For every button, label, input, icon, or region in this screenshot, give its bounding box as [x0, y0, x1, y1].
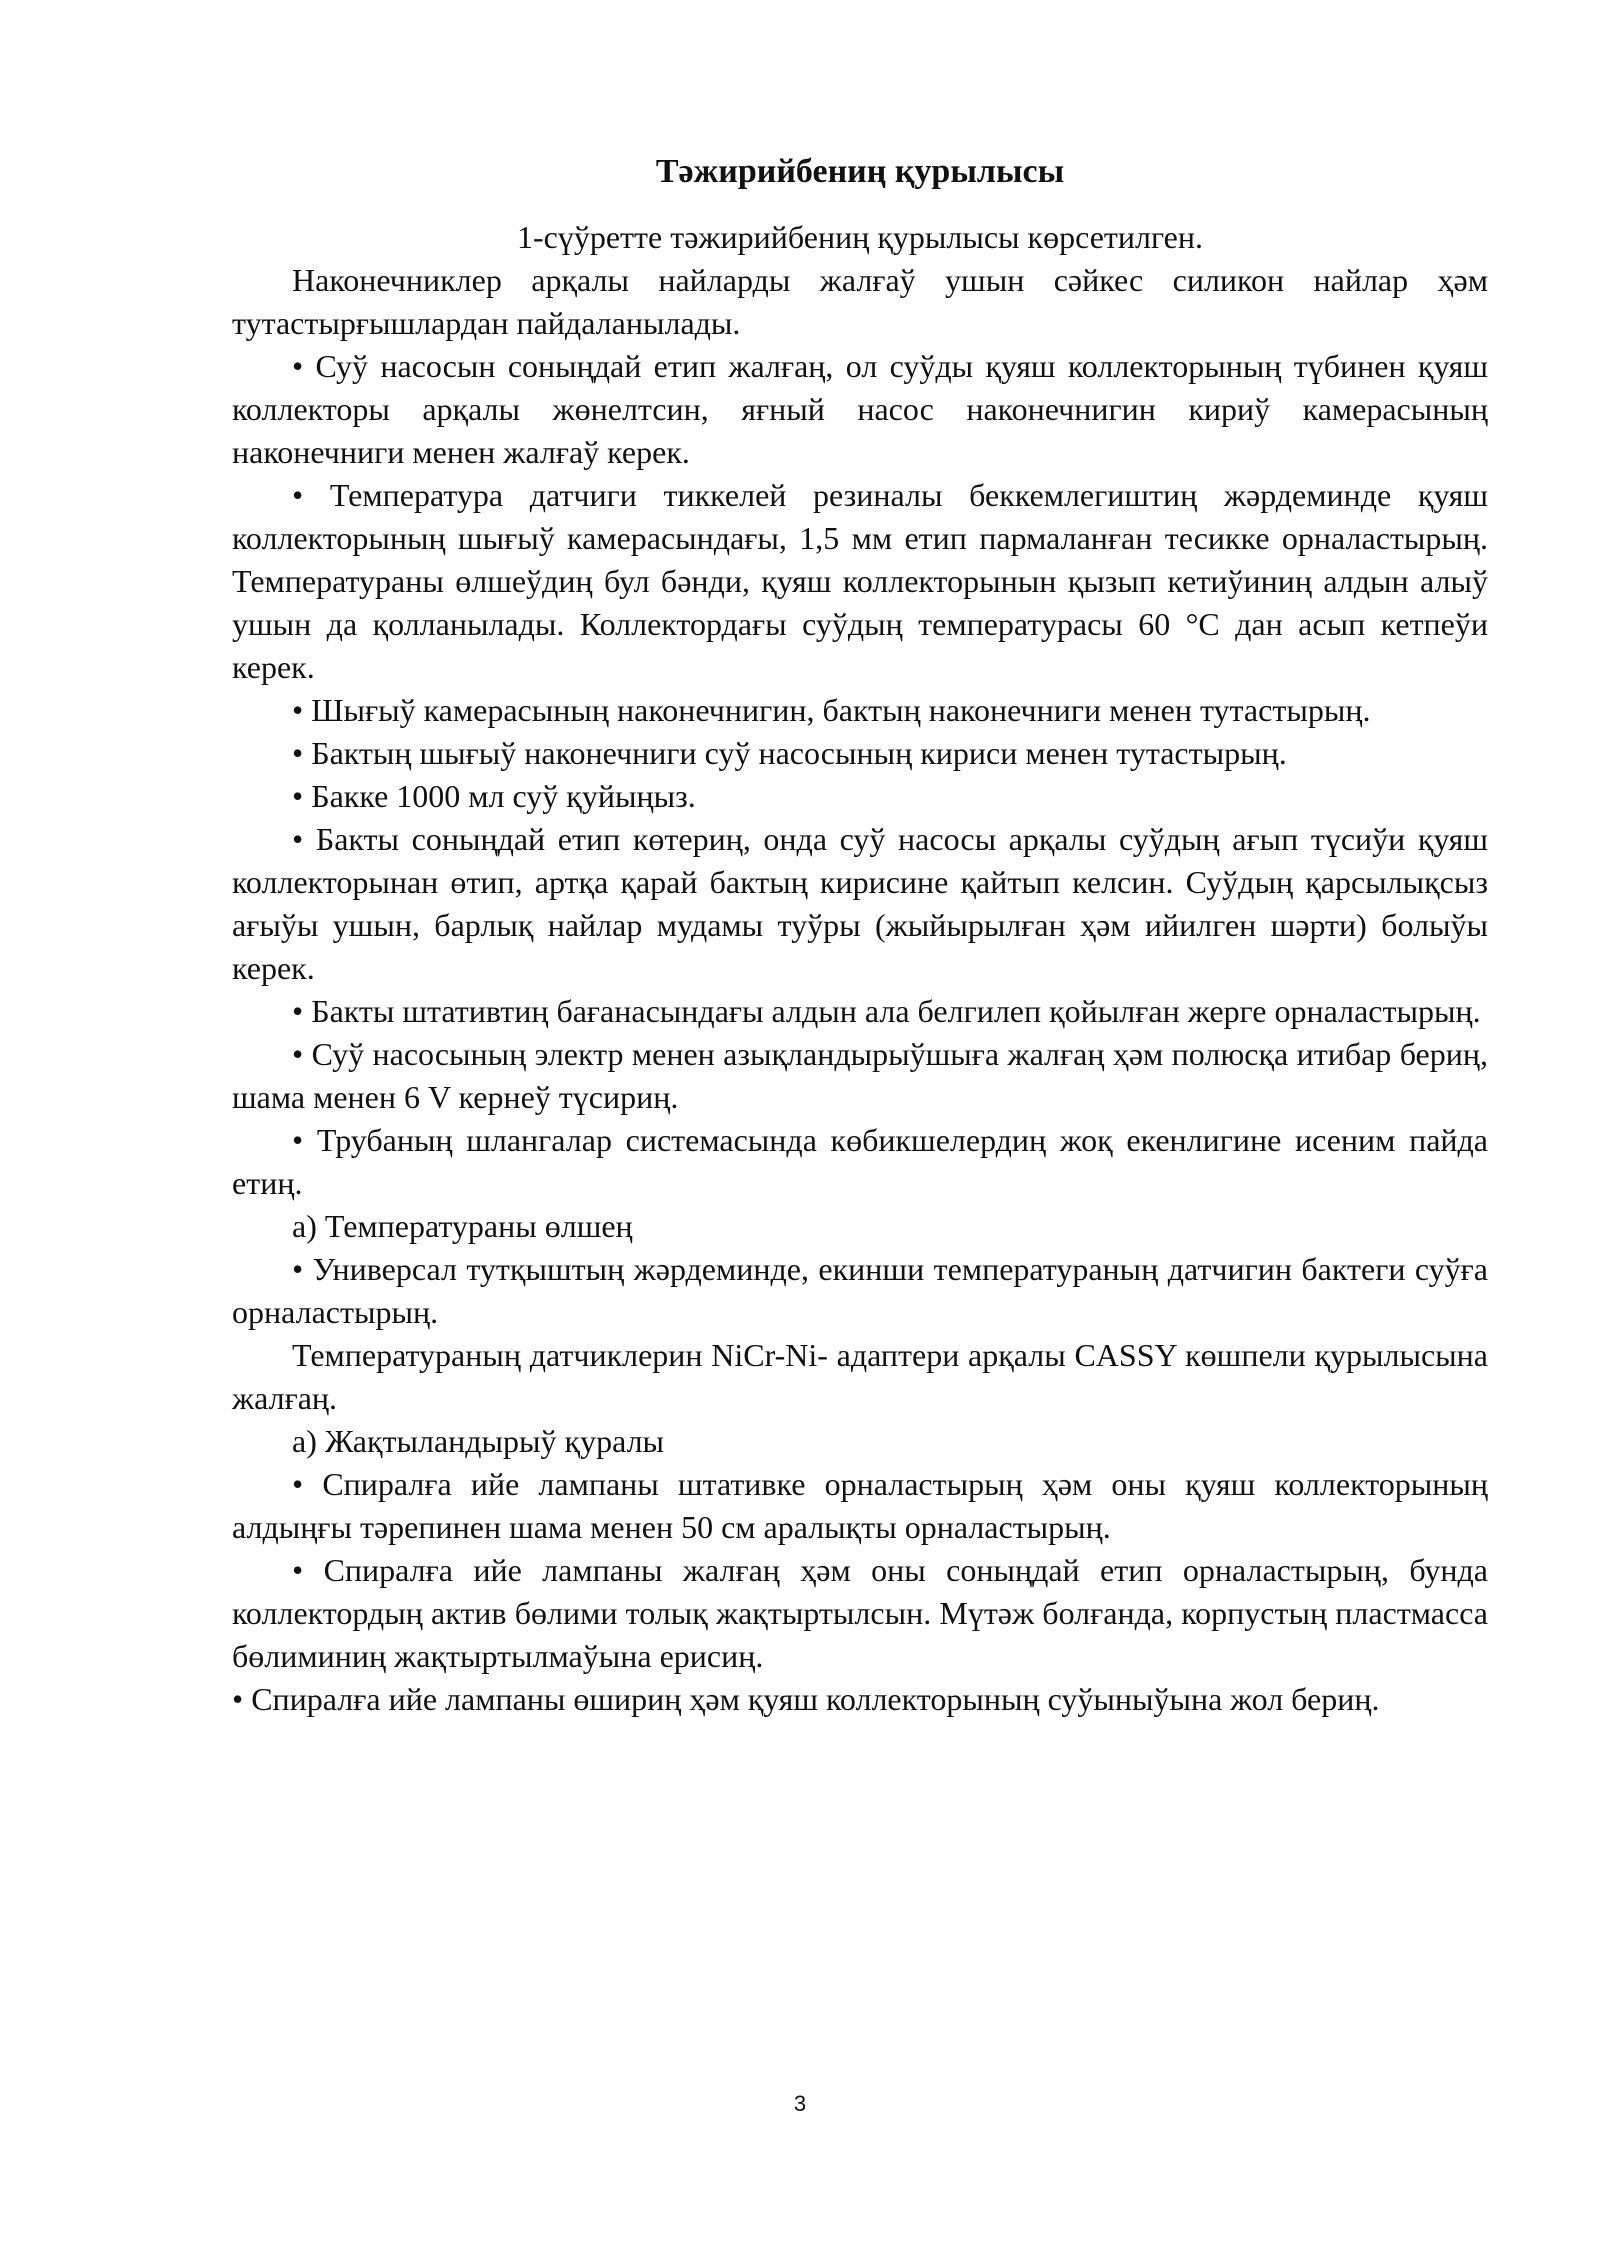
bullet-second-sensor: • Универсал тутқыштың жәрдеминде, екинши температураның датчигин бактеги суўға орналастырың. [232, 1251, 1488, 1330]
bullet-outlet-chamber: • Шығыў камерасының наконечнигин, бактың наконечниги менен тутастырың. [292, 692, 1371, 728]
paragraph-cassy-connection: Температураның датчиклерин NiCr-Ni- адаптери арқалы CASSY көшпели қурылысына жалғаң. [232, 1337, 1488, 1416]
page-number: 3 [793, 2091, 807, 2116]
figure-reference-paragraph: 1-сүўретте тәжирийбениң қурылысы көрсетилген. [516, 219, 1203, 255]
bullet-temperature-sensor: • Температура датчиги тиккелей резиналы беккемлегиштиң жәрдеминде қуяш коллекторының шығыў камерасындағы, 1,5 мм етип пармаланған тесикке орналастырың. Температураны өлшеўдиң бул бәнди, қуяш коллекторынын қызып кетиўиниң алдын алыў ушын да қолланылады. Коллектордағы суўдың температурасы 60 °С дан асып кетпеўи керек. [232, 477, 1488, 685]
bullet-power-supply: • Суў насосының электр менен азықландырыўшыға жалғаң ҳәм полюсқа итибар бериң, шама менен 6 V кернеў түсириң. [232, 1036, 1488, 1115]
bullet-tank-outlet: • Бактың шығыў наконечниги суў насосының кириси менен тутастырың. [292, 735, 1287, 771]
bullet-lamp-off: • Спиралға ийе лампаны өшириң ҳәм қуяш коллекторының суўыныўына жол бериң. [232, 1681, 1380, 1717]
bullet-water-pump: • Суў насосын соныңдай етип жалғаң, ол суўды қуяш коллекторының түбинен қуяш коллекторы арқалы жөнелтсин, яғный насос наконечнигин кириў камерасының наконечниги менен жалғаў керек. [232, 348, 1488, 470]
subheading-temperature-measurement: а) Температураны өлшең [292, 1208, 633, 1244]
document-page [232, 150, 1488, 1721]
bullet-fill-tank: • Бакке 1000 мл суў қуйыңыз. [292, 778, 696, 814]
bullet-place-tank: • Бакты штативтиң бағанасындағы алдын ала белгилеп қойылған жерге орналастырың. [292, 993, 1481, 1029]
bullet-check-bubbles: • Трубаның шлангалар системасында көбикшелердиң жоқ екенлигине исеним пайда етиң. [232, 1122, 1488, 1201]
subheading-lighting-device: а) Жақтыландырыў қуралы [292, 1423, 665, 1459]
section-title: Тәжирийбениң қурылысы [655, 153, 1065, 190]
bullet-raise-tank: • Бакты соныңдай етип көтериң, онда суў насосы арқалы суўдың ағып түсиўи қуяш коллекторынан өтип, артқа қарай бактың кирисине қайтып келсин. Суўдың қарсылықсыз ағыўы ушын, барлық найлар мудамы туўры (жыйырылған ҳәм ийилген шәрти) болыўы керек. [232, 821, 1488, 986]
paragraph-connections: Наконечниклер арқалы найларды жалғаў ушын сәйкес силикон найлар ҳәм тутастырғышлардан пайдаланылады. [232, 262, 1488, 341]
bullet-lamp-placement: • Спиралға ийе лампаны штативке орналастырың ҳәм оны қуяш коллекторының алдыңғы тәрепинен шама менен 50 см аралықты орналастырың. [232, 1466, 1488, 1545]
bullet-lamp-connect: • Спиралға ийе лампаны жалғаң ҳәм оны соныңдай етип орналастырың, бунда коллектордың актив бөлими толық жақтыртылсын. Мүтәж болғанда, корпустың пластмасса бөлиминиң жақтыртылмаўына ерисиң. [232, 1552, 1488, 1674]
